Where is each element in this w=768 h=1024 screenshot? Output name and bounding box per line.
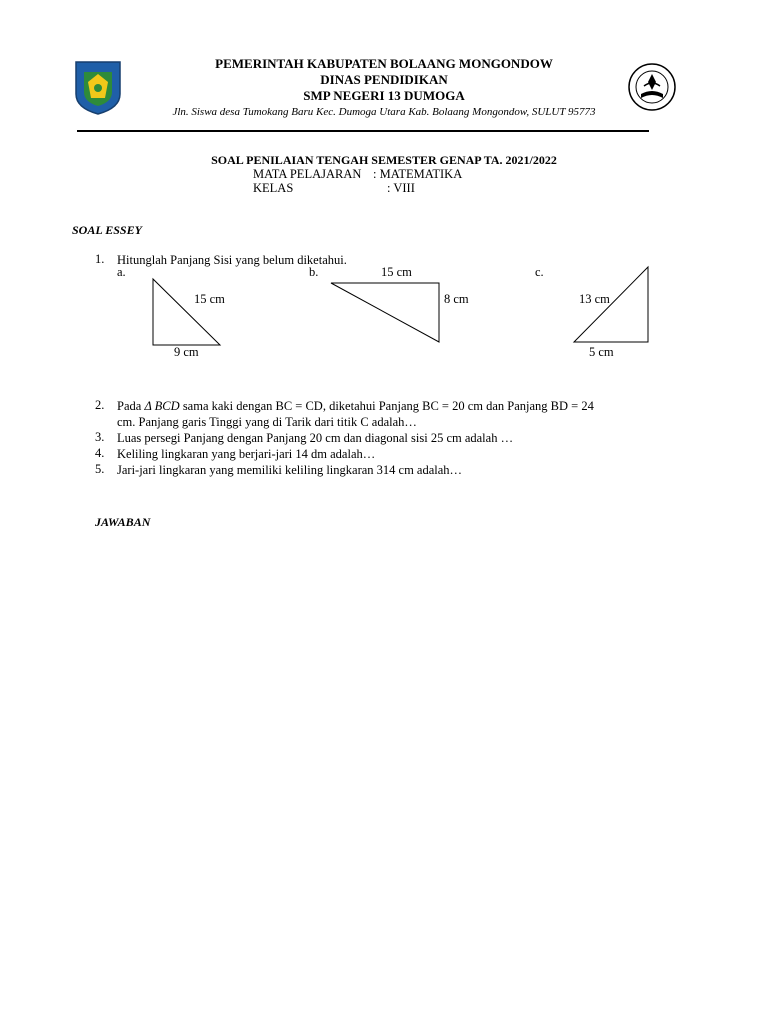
triangle-b [328, 280, 444, 346]
question-number: 4. [95, 446, 105, 460]
header-divider [77, 130, 649, 132]
question-text-continued: cm. Panjang garis Tinggi yang di Tarik dari titik C adalah… [117, 415, 417, 429]
question-text: Luas persegi Panjang dengan Panjang 20 cm dan diagonal sisi 25 cm adalah … [117, 431, 514, 445]
header-government: PEMERINTAH KABUPATEN BOLAANG MONGONDOW [215, 56, 553, 71]
section-title: SOAL ESSEY [72, 223, 142, 237]
question-text: Jari-jari lingkaran yang memiliki keliling lingkaran 314 cm adalah… [117, 463, 463, 477]
answer-title: JAWABAN [95, 515, 151, 529]
triangle-c-hypotenuse: 13 cm [579, 292, 610, 306]
header-address: Jln. Siswa desa Tumokang Baru Kec. Dumoga Utara Kab. Bolaang Mongondow, SULUT 95773 [172, 106, 596, 118]
triangle-a-label: a. [117, 265, 126, 279]
triangle-c-base: 5 cm [589, 345, 614, 359]
question-number: 5. [95, 462, 105, 476]
question-prefix: Pada [117, 399, 145, 413]
question-number: 3. [95, 430, 105, 444]
question-text [117, 398, 717, 414]
question-number: 2. [95, 398, 105, 412]
question-number: 1. [95, 252, 105, 266]
triangle-b-side: 8 cm [444, 292, 469, 306]
triangle-a [148, 277, 228, 349]
header-department: DINAS PENDIDIKAN [320, 72, 448, 87]
class-label: KELAS [253, 181, 294, 195]
triangle-b-top-side: 15 cm [381, 265, 412, 279]
header-school: SMP NEGERI 13 DUMOGA [303, 88, 465, 103]
triangle-b-label: b. [309, 265, 319, 279]
question-text: Keliling lingkaran yang berjari-jari 14 dm adalah… [117, 447, 376, 461]
subject-value: : MATEMATIKA [373, 167, 463, 181]
question-text: Hitunglah Panjang Sisi yang belum diketahui. [117, 253, 347, 267]
class-value: : VIII [387, 181, 415, 195]
triangle-c-label: c. [535, 265, 544, 279]
question-body: sama kaki dengan BC = CD, diketahui Panjang BC = 20 cm dan Panjang BD = 24 [179, 399, 594, 413]
subject-label: MATA PELAJARAN [253, 167, 362, 181]
exam-title: SOAL PENILAIAN TENGAH SEMESTER GENAP TA. 2021/2022 [211, 153, 557, 167]
triangle-a-hypotenuse: 15 cm [194, 292, 225, 306]
triangle-a-base: 9 cm [174, 345, 199, 359]
triangle-symbol: Δ BCD [144, 399, 180, 413]
